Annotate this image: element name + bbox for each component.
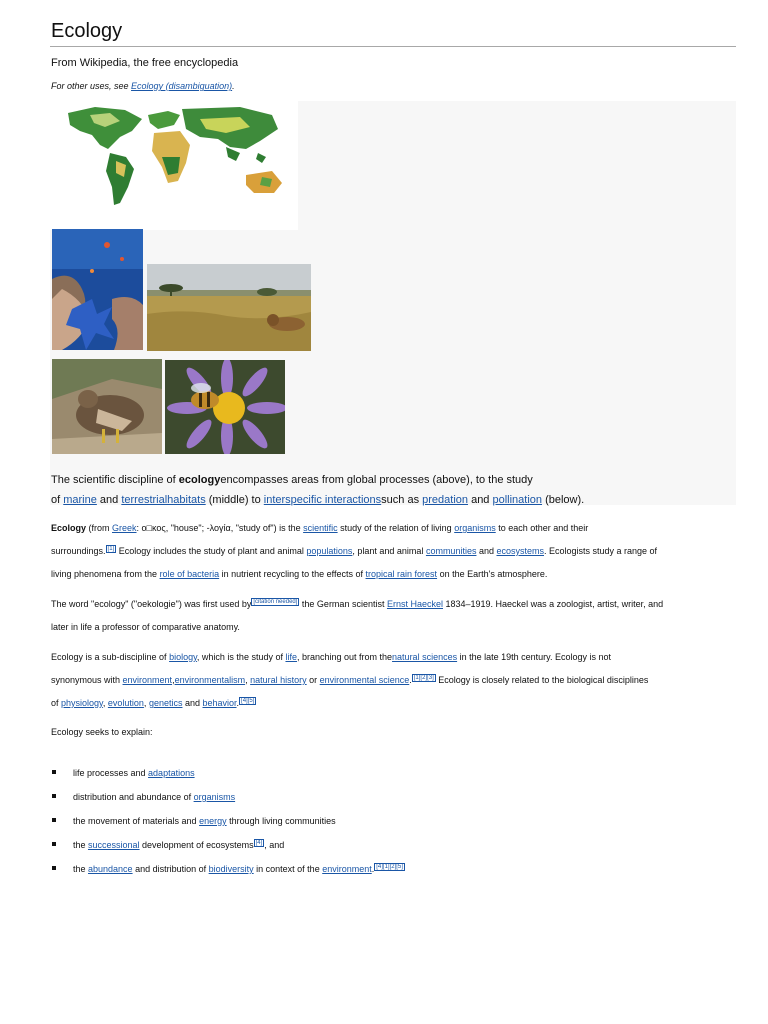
- hawk-photo[interactable]: [52, 359, 162, 454]
- list-text: .: [371, 864, 375, 874]
- paragraph-discipline: [51, 646, 741, 715]
- bullet-icon: [52, 842, 56, 846]
- para-text: ,: [245, 675, 251, 685]
- para-text: and: [476, 546, 497, 556]
- list-text: the: [73, 864, 89, 874]
- bullet-icon: [52, 794, 56, 798]
- life-link[interactable]: life: [285, 652, 297, 662]
- para-text: 1834–1919. Haeckel was a zoologist, artist, writer, and: [443, 599, 664, 609]
- bullet-icon: [52, 866, 56, 870]
- bullet-icon: [52, 818, 56, 822]
- para-text: or: [306, 675, 320, 685]
- successional-link[interactable]: successional: [88, 840, 140, 850]
- list-item: [51, 762, 741, 786]
- hatnote: [51, 81, 235, 91]
- organisms-link[interactable]: organisms: [193, 792, 236, 802]
- bee-on-aster-photo[interactable]: [165, 360, 285, 454]
- para-text: , which is the study of: [196, 652, 286, 662]
- citation-needed-link[interactable]: [citation needed]: [253, 599, 298, 605]
- reference-link[interactable]: [1]: [107, 546, 115, 552]
- environment-link[interactable]: environment: [322, 864, 372, 874]
- caption-text: (below).: [542, 494, 585, 506]
- para-text: Ecology includes the study of plant and animal: [116, 546, 307, 556]
- organisms-link[interactable]: organisms: [454, 523, 496, 533]
- list-text: in context of the: [253, 864, 323, 874]
- caption-bold: ecology: [178, 474, 221, 486]
- para-text: (from: [86, 523, 113, 533]
- paragraph-etymology: [51, 593, 741, 639]
- ecosystems-link[interactable]: ecosystems: [496, 546, 544, 556]
- list-item: [51, 858, 741, 882]
- paragraph-seeks: Ecology seeks to explain:: [51, 727, 153, 737]
- para-text: .: [236, 698, 240, 708]
- communities-link[interactable]: communities: [425, 546, 477, 556]
- para-text: the German scientist: [299, 599, 387, 609]
- para-text: to each other and their: [495, 523, 589, 533]
- para-text: , branching out from the: [296, 652, 393, 662]
- para-text: ,: [143, 698, 149, 708]
- list-item: [51, 786, 741, 810]
- reference-link[interactable]: [4]: [255, 840, 263, 846]
- hatnote-prefix: For other uses, see: [51, 81, 132, 91]
- genetics-link[interactable]: genetics: [148, 698, 183, 708]
- para-text: , plant and animal: [352, 546, 426, 556]
- list-text: the: [73, 840, 89, 850]
- para-text: living phenomena from the: [51, 569, 160, 579]
- list-text: , and: [264, 840, 285, 850]
- caption-text: The scientific discipline of: [51, 474, 179, 486]
- list-text: life processes and: [73, 768, 149, 778]
- greek-link[interactable]: Greek: [112, 523, 137, 533]
- caption-text: and: [96, 494, 122, 506]
- biology-link[interactable]: biology: [169, 652, 197, 662]
- coral-reef-photo[interactable]: [52, 229, 143, 350]
- caption-text: and: [468, 494, 493, 506]
- list-text: through living communities: [226, 816, 336, 826]
- reference-superscript: [412, 674, 436, 682]
- reference-link[interactable]: [1][2][3]: [413, 675, 434, 681]
- populations-link[interactable]: populations: [306, 546, 353, 556]
- list-item: [51, 834, 741, 858]
- caption-text: (middle) to: [205, 494, 264, 506]
- caption-text: such as: [381, 494, 423, 506]
- terrestrial-habitats-link[interactable]: terrestrialhabitats: [121, 494, 206, 506]
- environmental-science-link[interactable]: environmental science: [319, 675, 410, 685]
- evolution-link[interactable]: evolution: [107, 698, 144, 708]
- caption-text: of: [51, 494, 64, 506]
- para-text: surroundings.: [51, 546, 106, 556]
- para-text: Ecology is a sub-discipline of: [51, 652, 170, 662]
- para-text: .: [409, 675, 412, 685]
- list-text: the movement of materials and: [73, 816, 200, 826]
- role-of-bacteria-link[interactable]: role of bacteria: [159, 569, 220, 579]
- page-title: Ecology: [51, 20, 123, 42]
- para-text: study of the relation of living: [337, 523, 455, 533]
- para-text: . Ecologists study a range of: [544, 546, 658, 556]
- reference-superscript: [374, 863, 405, 871]
- para-text: ,: [172, 675, 175, 685]
- paragraph-intro: [51, 517, 741, 586]
- para-text: of: [51, 698, 62, 708]
- tropical-rain-forest-link[interactable]: tropical rain forest: [365, 569, 438, 579]
- para-text: in the late 19th century. Ecology is not: [457, 652, 612, 662]
- caption-text: encompasses areas from global processes (above), to the study: [220, 474, 533, 486]
- para-text: on the Earth's atmosphere.: [437, 569, 548, 579]
- savanna-lion-photo[interactable]: [147, 264, 311, 351]
- scientific-link[interactable]: scientific: [303, 523, 338, 533]
- para-text: Ecology is closely related to the biological disciplines: [435, 675, 649, 685]
- predation-link[interactable]: predation: [422, 494, 469, 506]
- energy-link[interactable]: energy: [199, 816, 227, 826]
- natural-sciences-link[interactable]: natural sciences: [392, 652, 458, 662]
- tagline: From Wikipedia, the free encyclopedia: [51, 57, 239, 69]
- list-text: development of ecosystems: [139, 840, 254, 850]
- title-divider: [50, 46, 736, 47]
- environment-link[interactable]: environment: [122, 675, 173, 685]
- world-biome-map[interactable]: [50, 101, 298, 230]
- reference-link[interactable]: [4][5]: [241, 698, 255, 704]
- environmentalism-link[interactable]: environmentalism: [174, 675, 246, 685]
- para-text: ,: [102, 698, 108, 708]
- para-text: later in life a professor of comparative anatomy.: [51, 622, 240, 632]
- physiology-link[interactable]: physiology: [61, 698, 103, 708]
- list-item: [51, 810, 741, 834]
- reference-superscript: [239, 697, 256, 705]
- disambiguation-link[interactable]: Ecology (disambiguation): [131, 81, 233, 91]
- list-text: and distribution of: [132, 864, 209, 874]
- marine-link[interactable]: marine: [63, 494, 97, 506]
- reference-link[interactable]: [4][1][2][5]: [376, 864, 403, 870]
- reference-superscript: [106, 545, 117, 553]
- para-text: synonymous with: [51, 675, 123, 685]
- para-text: and: [182, 698, 203, 708]
- bullet-icon: [52, 770, 56, 774]
- behavior-link[interactable]: behavior: [202, 698, 237, 708]
- list-text: distribution and abundance of: [73, 792, 194, 802]
- term-bold: Ecology: [51, 523, 87, 533]
- para-text: : ο□κος, "house"; -λογία, "study of") is the: [136, 523, 304, 533]
- abundance-link[interactable]: abundance: [88, 864, 133, 874]
- hatnote-suffix: .: [232, 81, 235, 91]
- ernst-haeckel-link[interactable]: Ernst Haeckel: [386, 599, 443, 609]
- para-text: in nutrient recycling to the effects of: [219, 569, 366, 579]
- reference-superscript: [254, 839, 265, 847]
- adaptations-link[interactable]: adaptations: [148, 768, 195, 778]
- infobox-caption: [51, 470, 731, 510]
- pollination-link[interactable]: pollination: [492, 494, 543, 506]
- para-text: The word "ecology" ("oekologie") was first used by: [51, 599, 252, 609]
- citation-needed: [251, 598, 299, 606]
- biodiversity-link[interactable]: biodiversity: [208, 864, 254, 874]
- explain-list: [51, 762, 741, 882]
- natural-history-link[interactable]: natural history: [250, 675, 307, 685]
- interspecific-interactions-link[interactable]: interspecific interactions: [263, 494, 382, 506]
